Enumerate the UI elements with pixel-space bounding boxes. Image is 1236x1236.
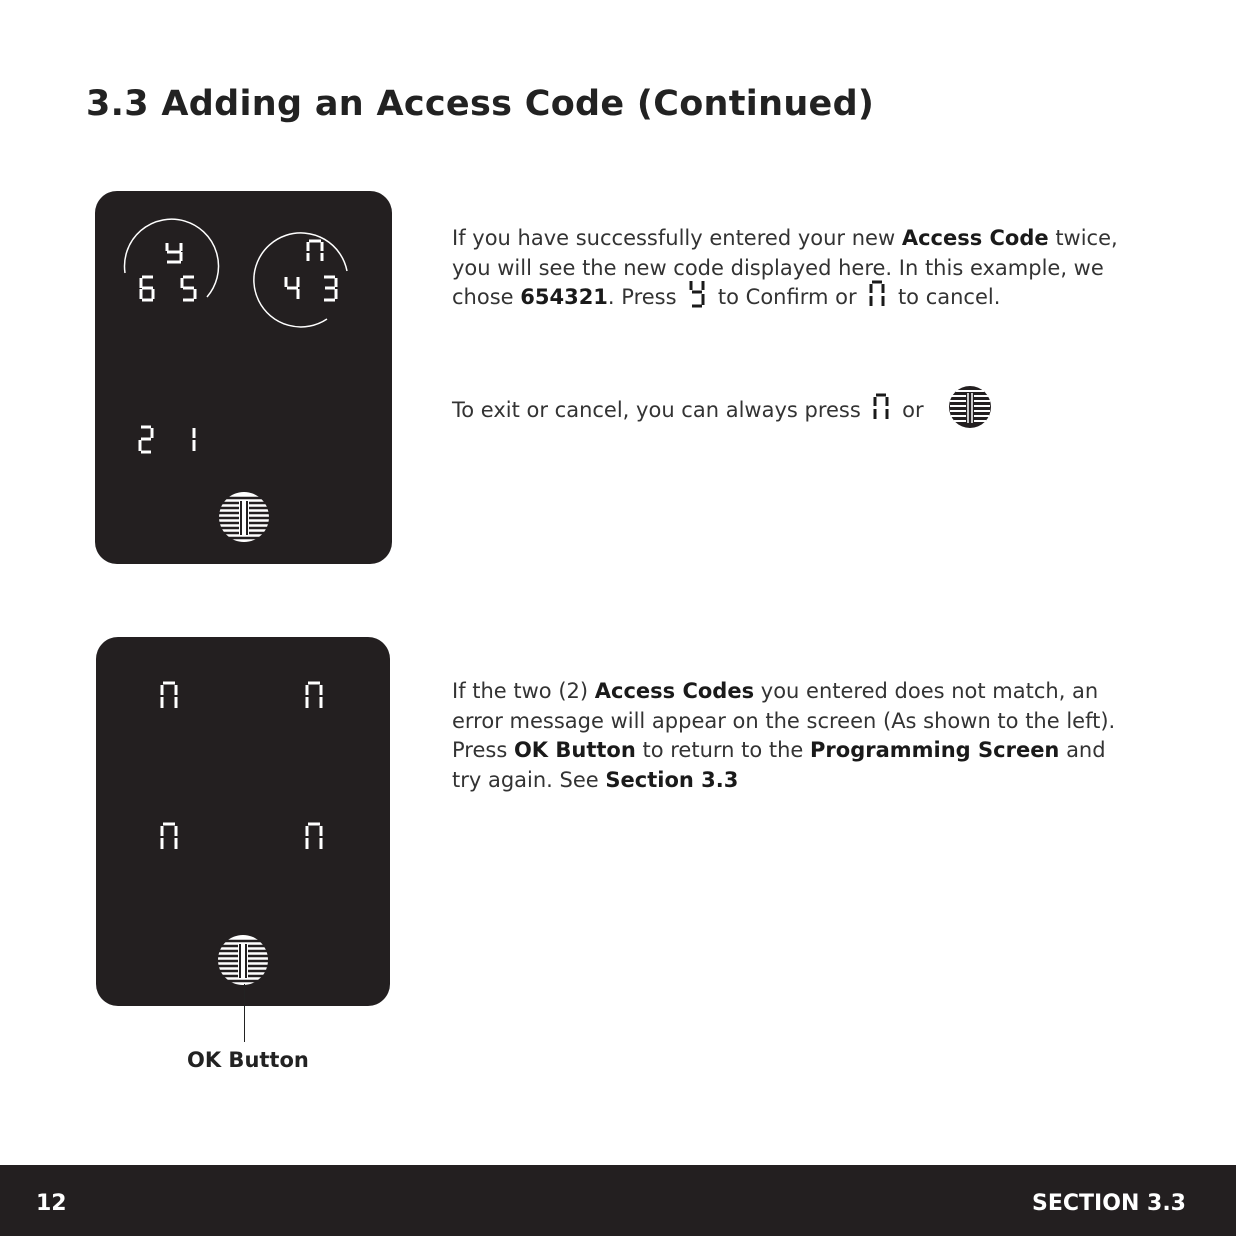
- keypad-panel-error: [96, 637, 390, 1006]
- ok-button-callout-line: [244, 984, 245, 1042]
- ok-button-label: OK Button: [187, 1048, 309, 1072]
- digit-3-icon: [324, 277, 336, 300]
- yes-symbol-icon: [689, 280, 705, 308]
- yes-symbol-icon: [167, 243, 181, 262]
- keypad-display: [95, 191, 392, 564]
- lock-logo-icon: [218, 941, 268, 981]
- no-symbol-icon: [873, 393, 889, 421]
- lock-logo-icon: [219, 498, 269, 538]
- error-symbol-icon: [162, 683, 176, 708]
- digit-5-icon: [182, 277, 195, 300]
- error-symbol-icon: [307, 683, 321, 708]
- section-label: SECTION 3.3: [1032, 1191, 1186, 1216]
- lock-logo-button[interactable]: [219, 492, 269, 542]
- confirm-yes-key[interactable]: [125, 219, 219, 300]
- error-symbol-icon: [162, 824, 176, 849]
- page-number: 12: [36, 1191, 67, 1216]
- digit-6-icon: [141, 277, 153, 300]
- confirm-no-key[interactable]: [254, 233, 347, 327]
- lock-logo-icon: [948, 385, 992, 429]
- no-symbol-icon: [308, 241, 322, 261]
- error-display: [96, 637, 390, 1006]
- ok-button[interactable]: [218, 935, 268, 985]
- exit-instructions: To exit or cancel, you can always press or: [452, 393, 1132, 429]
- page-title: 3.3 Adding an Access Code (Continued): [86, 84, 875, 124]
- confirm-instructions: If you have successfully entered your new Access Code twice, you will see the new code displayed here. In this example, we chose 654321. Press to Confirm or to cancel.: [452, 226, 1118, 309]
- error-symbol-icon: [307, 824, 321, 849]
- digit-4-icon: [286, 277, 298, 299]
- keypad-panel-confirm: [95, 191, 392, 564]
- digit-2-icon: [140, 427, 152, 452]
- no-symbol-icon: [869, 280, 885, 308]
- error-instructions: If the two (2) Access Codes you entered does not match, an error message will appear on the screen (As shown to the left). Press OK Button to return to the Programming Screen and try again. See Section 3.3: [452, 679, 1116, 792]
- page-footer: [0, 1165, 1236, 1236]
